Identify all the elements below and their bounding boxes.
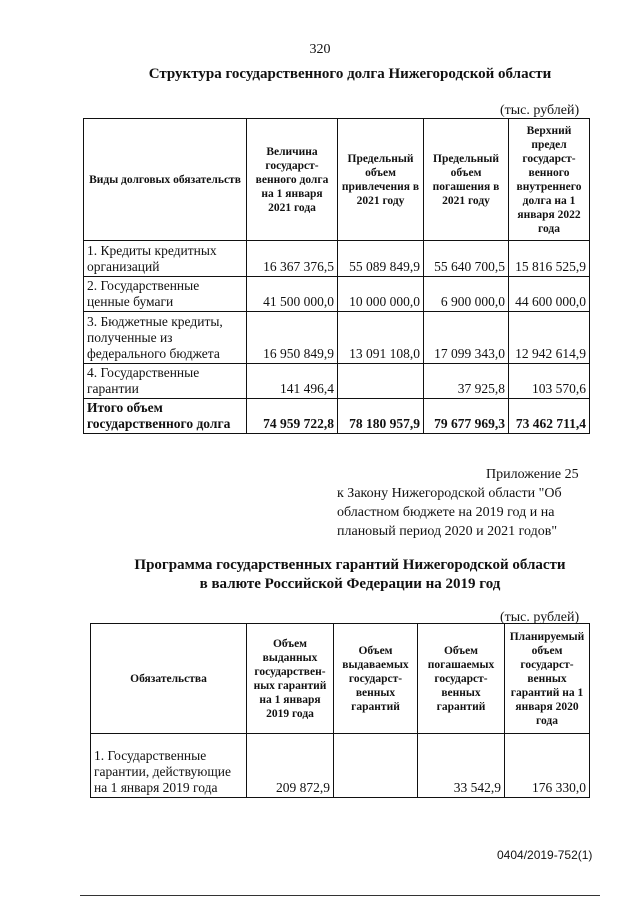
row-label: 4. Государственные гарантии bbox=[84, 364, 247, 399]
cell-value: 15 816 525,9 bbox=[509, 241, 590, 277]
guarantees-header-cell: Планируемый объем государст-венных гарантий на 1 января 2020 года bbox=[505, 624, 590, 734]
total-label: Итого объем государственного долга bbox=[84, 399, 247, 434]
debt-table bbox=[83, 118, 590, 434]
appendix-line: плановый период 2020 и 2021 годов" bbox=[337, 524, 558, 539]
cell-value: 141 496,4 bbox=[247, 364, 338, 399]
cell-value: 12 942 614,9 bbox=[509, 312, 590, 364]
cell-value: 33 542,9 bbox=[418, 734, 505, 798]
table-row bbox=[91, 734, 590, 798]
cell-value: 55 089 849,9 bbox=[338, 241, 424, 277]
row-label: 3. Бюджетные кредиты, полученные из федерального бюджета bbox=[84, 312, 247, 364]
document-code: 0404/2019-752(1) bbox=[497, 848, 593, 862]
guarantees-header-cell: Объем выданных государствен-ных гарантий на 1 января 2019 года bbox=[247, 624, 334, 734]
debt-header-row bbox=[84, 119, 590, 241]
table-row bbox=[84, 241, 590, 277]
guarantees-header-cell: Объем погашаемых государст-венных гарантий bbox=[418, 624, 505, 734]
cell-value: 176 330,0 bbox=[505, 734, 590, 798]
cell-value: 41 500 000,0 bbox=[247, 277, 338, 312]
cell-value: 17 099 343,0 bbox=[424, 312, 509, 364]
row-label: 2. Государственные ценные бумаги bbox=[84, 277, 247, 312]
guarantees-unit: (тыс. рублей) bbox=[500, 610, 580, 625]
cell-value: 37 925,8 bbox=[424, 364, 509, 399]
debt-unit: (тыс. рублей) bbox=[500, 103, 580, 118]
debt-header-cell: Верхний предел государст-венного внутреннего долга на 1 января 2022 года bbox=[509, 119, 590, 241]
guarantees-header-cell: Объем выдаваемых государст-венных гарантий bbox=[334, 624, 418, 734]
cell-value: 209 872,9 bbox=[247, 734, 334, 798]
cell-value bbox=[334, 734, 418, 798]
cell-value: 13 091 108,0 bbox=[338, 312, 424, 364]
cell-value bbox=[338, 364, 424, 399]
cell-value: 44 600 000,0 bbox=[509, 277, 590, 312]
total-value: 73 462 711,4 bbox=[509, 399, 590, 434]
cell-value: 55 640 700,5 bbox=[424, 241, 509, 277]
debt-header-cell: Виды долговых обязательств bbox=[84, 119, 247, 241]
cell-value: 10 000 000,0 bbox=[338, 277, 424, 312]
total-value: 78 180 957,9 bbox=[338, 399, 424, 434]
table-row bbox=[84, 364, 590, 399]
cell-value: 16 950 849,9 bbox=[247, 312, 338, 364]
cell-value: 6 900 000,0 bbox=[424, 277, 509, 312]
row-label: 1. Государственные гарантии, действующие на 1 января 2019 года bbox=[91, 734, 247, 798]
page-number: 320 bbox=[309, 42, 331, 57]
table-row bbox=[84, 312, 590, 364]
cell-value: 103 570,6 bbox=[509, 364, 590, 399]
cell-value: 16 367 376,5 bbox=[247, 241, 338, 277]
guarantees-title-line1: Программа государственных гарантий Нижегородской области bbox=[134, 557, 566, 573]
appendix-line: Приложение 25 bbox=[486, 467, 579, 482]
debt-header-cell: Предельный объем привлечения в 2021 году bbox=[338, 119, 424, 241]
guarantees-header-row bbox=[91, 624, 590, 734]
guarantees-header-cell: Обязательства bbox=[91, 624, 247, 734]
guarantees-title-line2: в валюте Российской Федерации на 2019 год bbox=[199, 576, 501, 592]
guarantees-table bbox=[90, 623, 590, 798]
total-row bbox=[84, 399, 590, 434]
row-label: 1. Кредиты кредитных организаций bbox=[84, 241, 247, 277]
table-row bbox=[84, 277, 590, 312]
total-value: 79 677 969,3 bbox=[424, 399, 509, 434]
debt-header-cell: Величина государст-венного долга на 1 января 2021 года bbox=[247, 119, 338, 241]
appendix-line: областном бюджете на 2019 год и на bbox=[337, 505, 555, 520]
debt-title: Структура государственного долга Нижегородской области bbox=[148, 66, 552, 82]
appendix-line: к Закону Нижегородской области "Об bbox=[337, 486, 562, 501]
debt-header-cell: Предельный объем погашения в 2021 году bbox=[424, 119, 509, 241]
bottom-divider bbox=[80, 895, 600, 896]
total-value: 74 959 722,8 bbox=[247, 399, 338, 434]
